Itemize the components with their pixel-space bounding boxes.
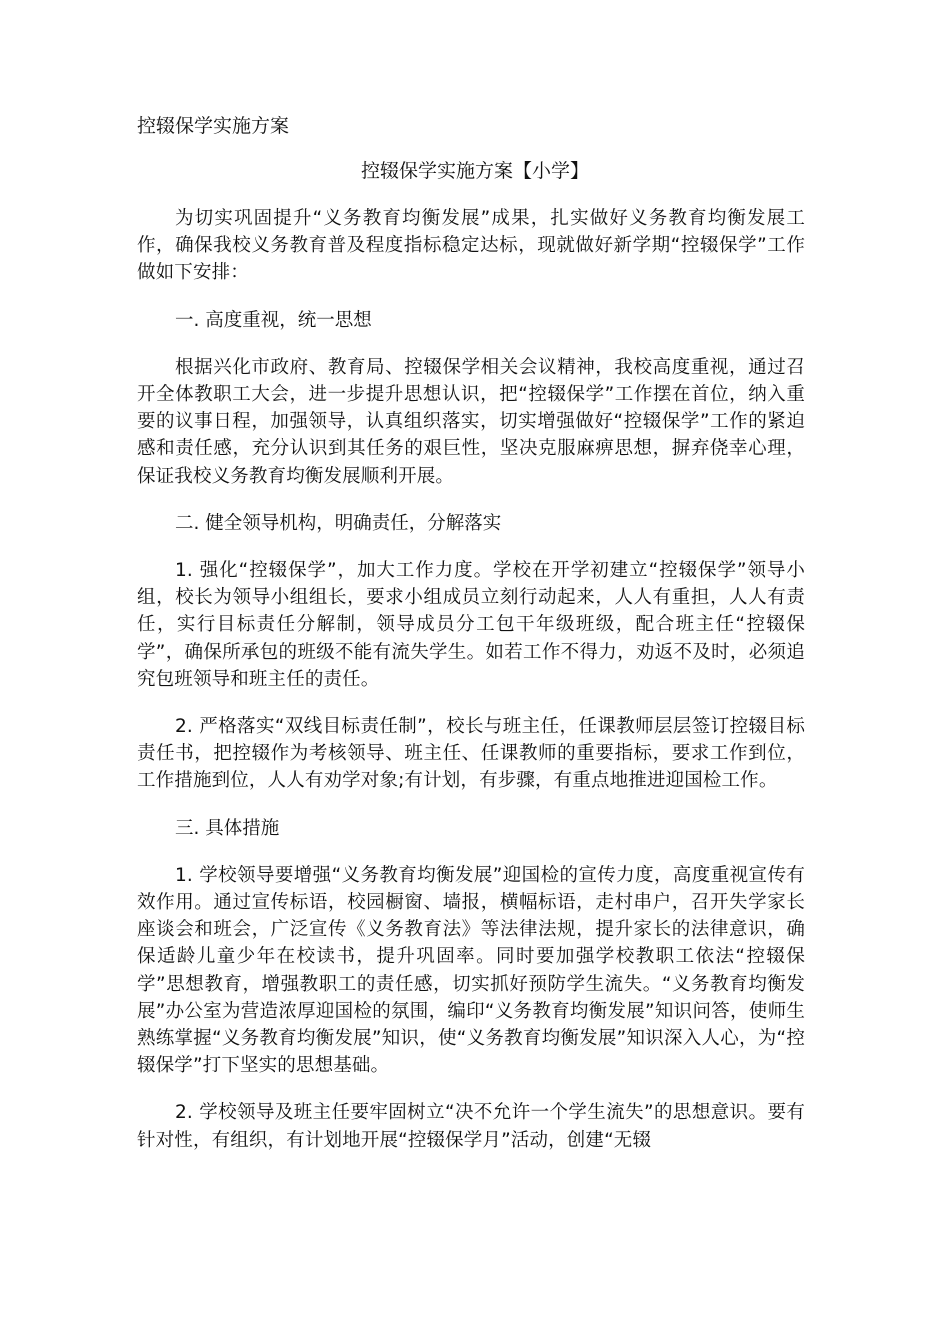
section-3-item-1: 1. 学校领导要增强“义务教育均衡发展”迎国检的宣传力度，高度重视宣传有效作用。通过宣传标语，校园橱窗、墙报，横幅标语，走村串户，召开失学家长座谈会和班会，广泛宣传《义务教育法》等法律法规，提升家长的法律意识，确保适龄儿童少年在校读书，提升巩固率。同时要加强学校教职工依法“控辍保学”思想教育，增强教职工的责任感，切实抓好预防学生流失。“义务教育均衡发展”办公室为营造浓厚迎国检的氛围，编印“义务教育均衡发展”知识问答，使师生熟练掌握“义务教育均衡发展”知识，使“义务教育均衡发展”知识深入人心，为“控辍保学”打下坚实的思想基础。 xyxy=(137,864,805,1077)
document-title: 控辍保学实施方案 xyxy=(137,115,290,137)
section-heading-1: 一. 高度重视，统一思想 xyxy=(175,309,372,331)
section-2-item-2: 2. 严格落实“双线目标责任制”，校长与班主任，任课教师层层签订控辍目标责任书，把控辍作为考核领导、班主任、任课教师的重要指标，要求工作到位，工作措施到位，人人有劝学对象;有计划，有步骤，有重点地推进迎国检工作。 xyxy=(137,716,805,792)
section-1-paragraph: 根据兴化市政府、教育局、控辍保学相关会议精神，我校高度重视，通过召开全体教职工大会，进一步提升思想认识，把“控辍保学”工作摆在首位，纳入重要的议事日程，加强领导，认真组织落实，切实增强做好“控辍保学”工作的紧迫感和责任感，充分认识到其任务的艰巨性，坚决克服麻痹思想，摒弃侥幸心理，保证我校义务教育均衡发展顺利开展。 xyxy=(137,356,805,487)
document-body xyxy=(137,205,805,1174)
intro-paragraph: 为切实巩固提升“义务教育均衡发展”成果，扎实做好义务教育均衡发展工作，确保我校义务教育普及程度指标稳定达标，现就做好新学期“控辍保学”工作做如下安排： xyxy=(137,208,805,284)
section-heading-2: 二. 健全领导机构，明确责任，分解落实 xyxy=(175,512,502,534)
section-3-item-2: 2. 学校领导及班主任要牢固树立“决不允许一个学生流失”的思想意识。要有针对性，有组织，有计划地开展“控辍保学月”活动，创建“无辍 xyxy=(137,1102,805,1151)
document-subtitle: 控辍保学实施方案【小学】 xyxy=(360,160,589,182)
section-heading-3: 三. 具体措施 xyxy=(175,817,280,839)
section-2-item-1: 1. 强化“控辍保学”，加大工作力度。学校在开学初建立“控辍保学”领导小组，校长为领导小组组长，要求小组成员立刻行动起来，人人有重担，人人有责任，实行目标责任分解制，领导成员分工包干年级班级，配合班主任“控辍保学”，确保所承包的班级不能有流失学生。如若工作不得力，劝返不及时，必须追究包班领导和班主任的责任。 xyxy=(137,560,805,690)
